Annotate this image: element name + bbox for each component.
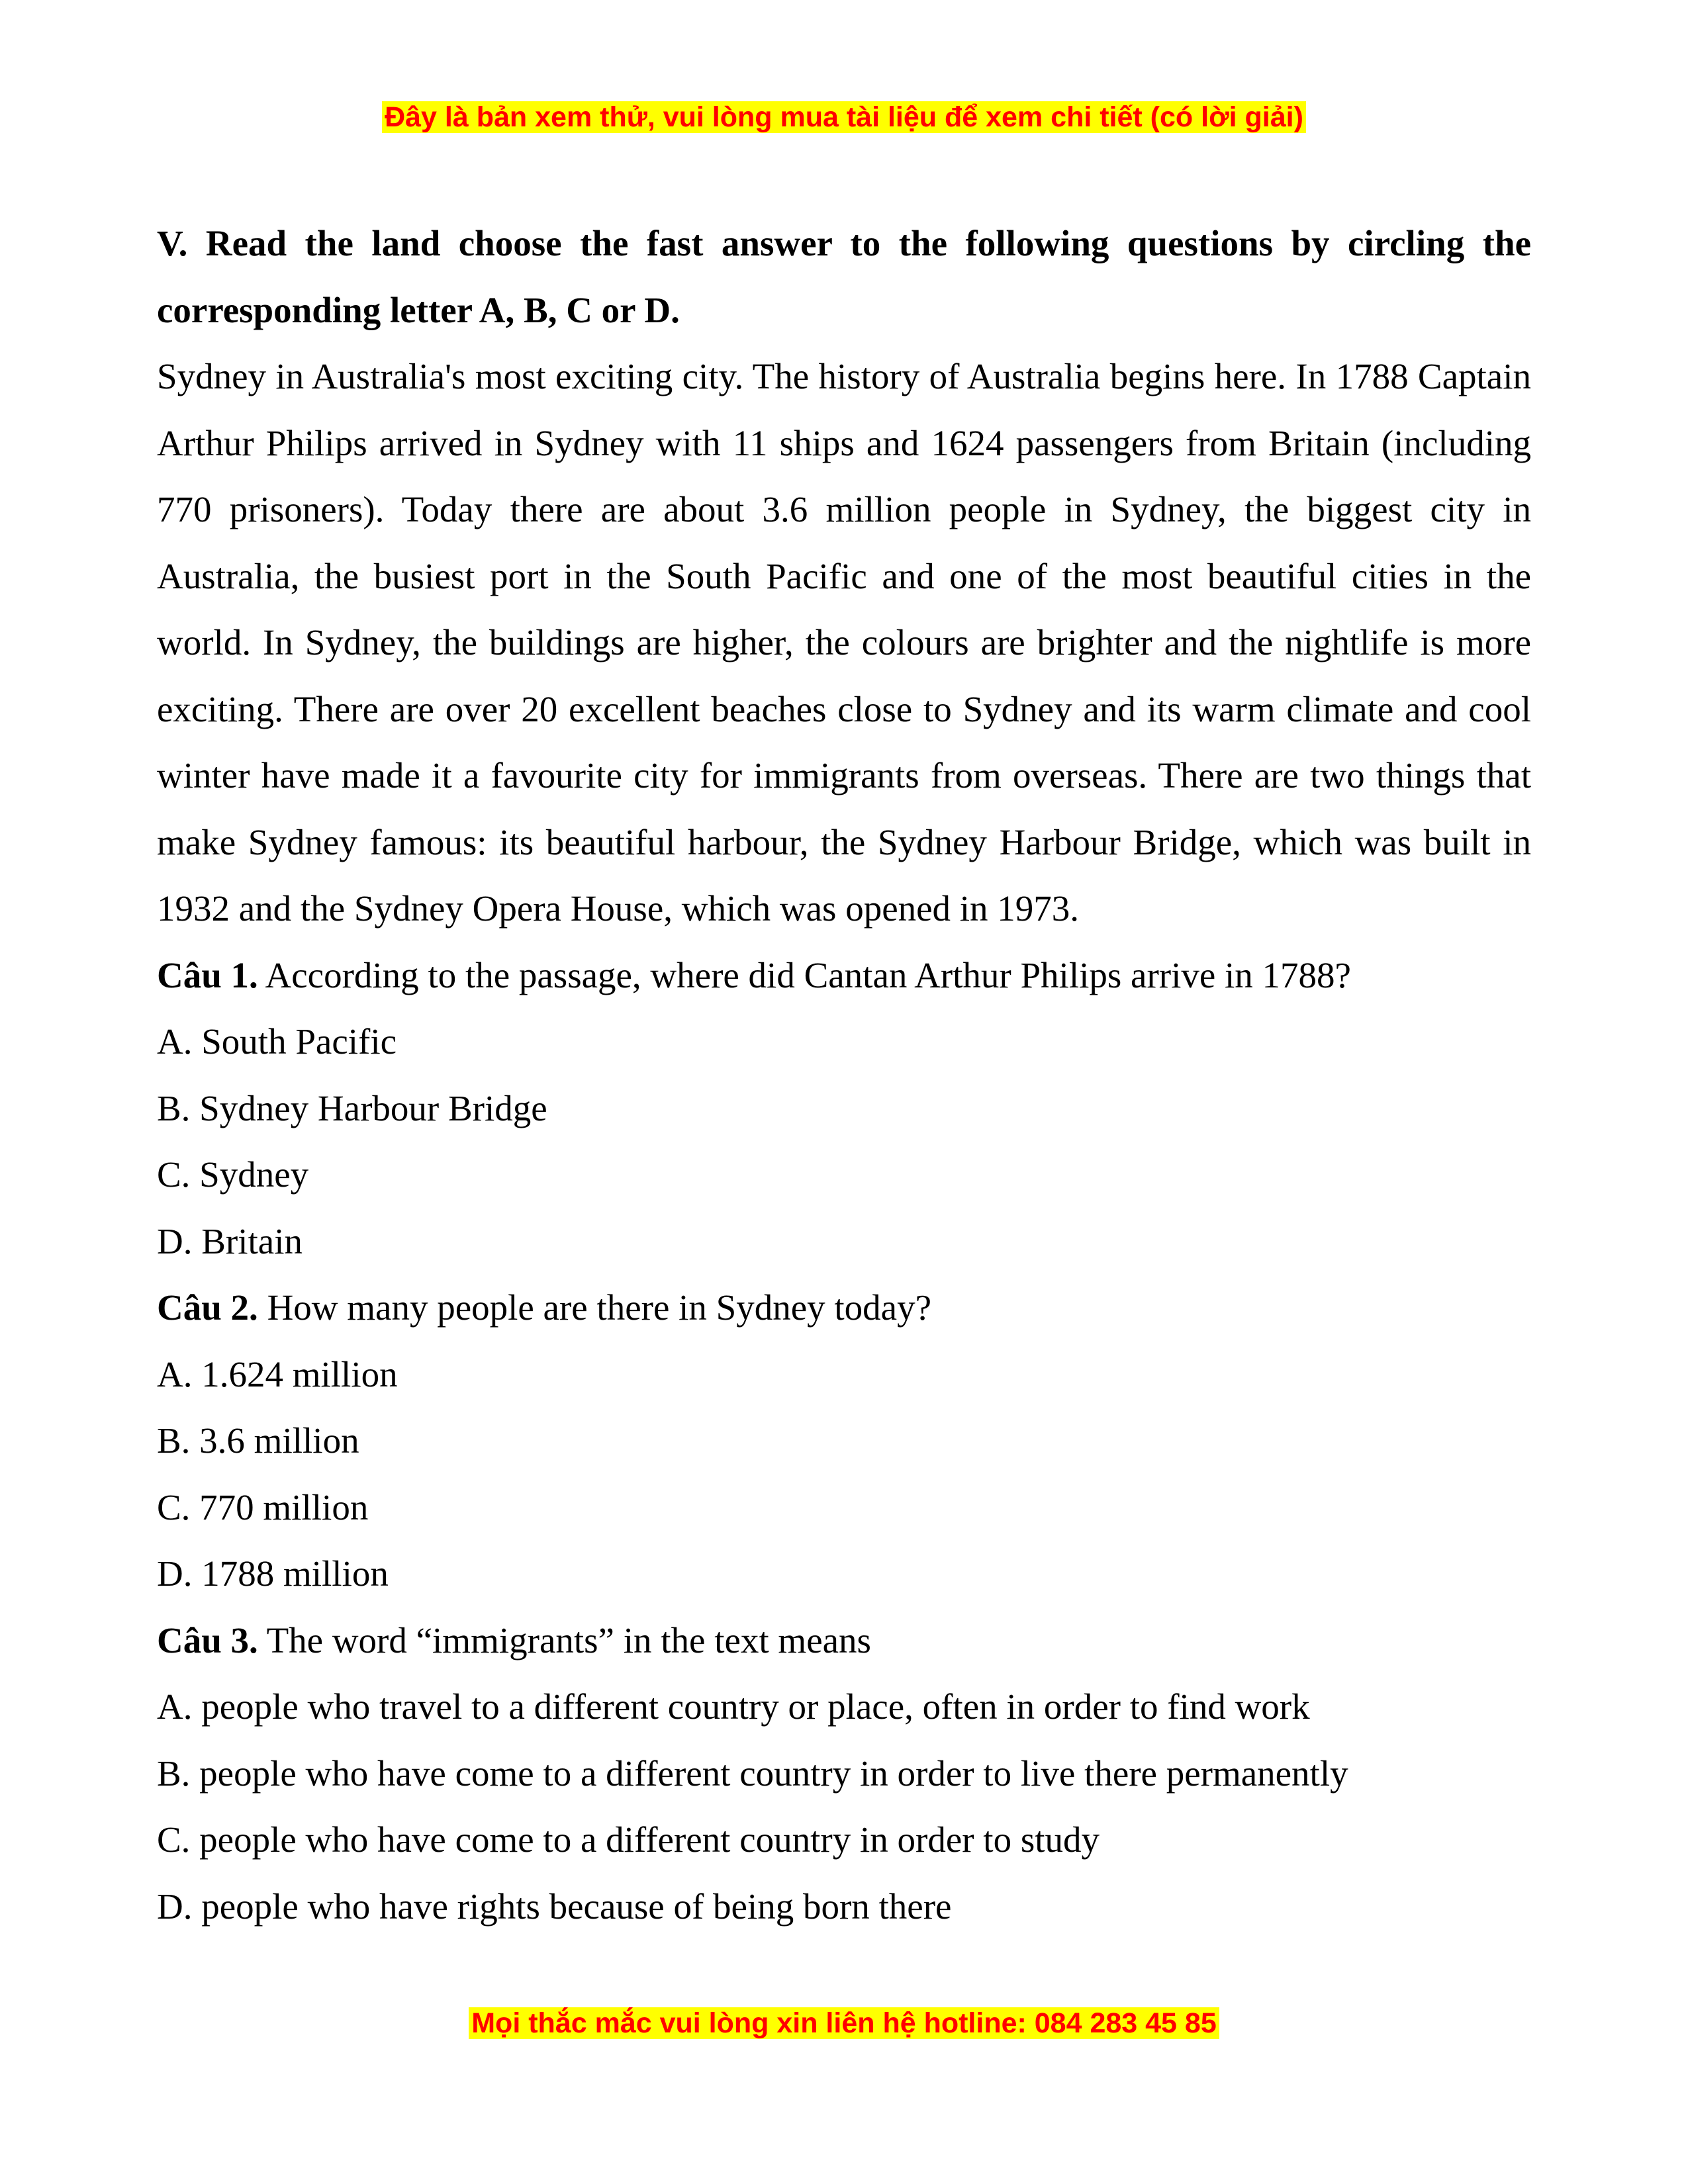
question-text: The word “immigrants” in the text means bbox=[258, 1619, 871, 1661]
answer-option-c: C. 770 million bbox=[157, 1486, 369, 1527]
answer-option-b: B. 3.6 million bbox=[157, 1420, 359, 1461]
exercise-content bbox=[157, 210, 1531, 1940]
answer-option-d: D. Britain bbox=[157, 1220, 303, 1261]
answer-option-b: B. Sydney Harbour Bridge bbox=[157, 1087, 547, 1128]
question-stem bbox=[157, 1608, 1531, 1674]
answer-option-c: C. Sydney bbox=[157, 1154, 309, 1195]
question-label: Câu 1. bbox=[157, 954, 258, 995]
answer-option-a: A. South Pacific bbox=[157, 1021, 397, 1062]
question-2 bbox=[157, 1275, 1531, 1608]
question-stem bbox=[157, 1275, 1531, 1342]
question-text: According to the passage, where did Cantan Arthur Philips arrive in 1788? bbox=[258, 954, 1351, 995]
question-3 bbox=[157, 1608, 1531, 1940]
hotline-banner bbox=[0, 2007, 1688, 2040]
answer-option-b: B. people who have come to a different country in order to live there permanently bbox=[157, 1752, 1348, 1794]
answer-option-d: D. people who have rights because of being born there bbox=[157, 1886, 952, 1927]
hotline-text: Mọi thắc mắc vui lòng xin liên hệ hotline: 084 283 45 85 bbox=[469, 2007, 1219, 2039]
preview-notice-banner bbox=[0, 101, 1688, 134]
preview-notice-text: Đây là bản xem thử, vui lòng mua tài liệu để xem chi tiết (có lời giải) bbox=[382, 101, 1306, 133]
reading-passage: Sydney in Australia's most exciting city. The history of Australia begins here. In 1788 Captain Arthur Philips arrived in Sydney with 11 ships and 1624 passengers from Britain (including 770 prisoners). Today there are about 3.6 million people in Sydney, the biggest city in Australia, the busiest port in the South Pacific and one of the most beautiful cities in the world. In Sydney, the buildings are higher, the colours are brighter and the nightlife is more exciting. There are over 20 excellent beaches close to Sydney and its warm climate and cool winter have made it a favourite city for immigrants from overseas. There are two things that make Sydney famous: its beautiful harbour, the Sydney Harbour Bridge, which was built in 1932 and the Sydney Opera House, which was opened in 1973. bbox=[157, 356, 1531, 929]
answer-option-d: D. 1788 million bbox=[157, 1553, 389, 1594]
question-label: Câu 3. bbox=[157, 1619, 258, 1661]
question-text: How many people are there in Sydney today? bbox=[258, 1287, 931, 1328]
question-1 bbox=[157, 942, 1531, 1275]
section-heading: V. Read the land choose the fast answer to the following questions by circling the corresponding letter A, B, C or D. bbox=[157, 223, 1531, 330]
question-label: Câu 2. bbox=[157, 1287, 258, 1328]
answer-option-a: A. 1.624 million bbox=[157, 1353, 398, 1394]
answer-option-c: C. people who have come to a different country in order to study bbox=[157, 1819, 1100, 1860]
question-stem bbox=[157, 942, 1531, 1009]
answer-option-a: A. people who travel to a different country or place, often in order to find work bbox=[157, 1686, 1310, 1727]
